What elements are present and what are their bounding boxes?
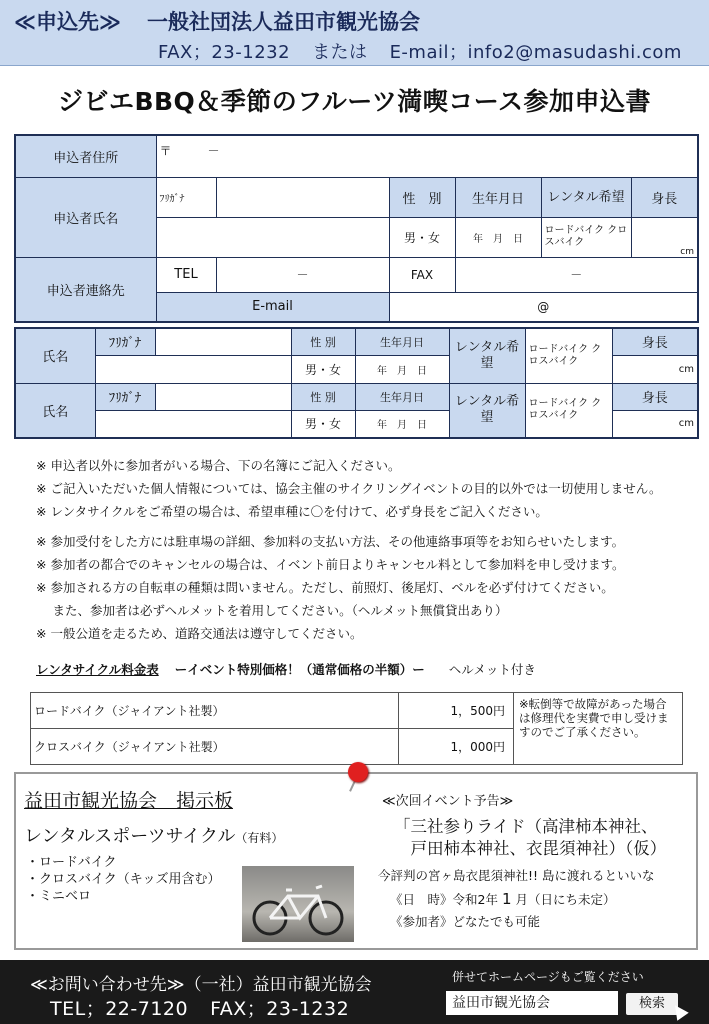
next-event-participants: 《参加者》どなたでも可能 bbox=[390, 914, 541, 929]
address-field[interactable]: 〒 － bbox=[156, 135, 698, 177]
notes-list bbox=[36, 454, 696, 646]
participant2-height-field[interactable]: cm bbox=[612, 410, 698, 438]
list-item: ・クロスバイク（キッズ用含む） bbox=[26, 872, 221, 887]
participant1-furigana-field[interactable] bbox=[155, 328, 291, 355]
search-input[interactable]: 益田市観光協会 bbox=[446, 991, 618, 1015]
fee-row-price: 1，000円 bbox=[399, 729, 514, 765]
participant1-name-field[interactable] bbox=[95, 355, 291, 383]
board-items bbox=[26, 854, 220, 905]
participant2-height-label: 身長 bbox=[612, 383, 698, 410]
participant1-birth-label: 生年月日 bbox=[355, 328, 449, 355]
address-label: 申込者住所 bbox=[15, 135, 156, 177]
bulletin-board bbox=[14, 772, 698, 950]
bicycle-photo bbox=[242, 866, 354, 942]
fee-row-name: ロードバイク（ジャイアント社製） bbox=[31, 693, 399, 729]
participant1-gender-label: 性 別 bbox=[291, 328, 355, 355]
note-item: また、参加者は必ずヘルメットを着用してください。（ヘルメット無償貸出あり） bbox=[36, 603, 508, 619]
participant1-name-label: 氏名 bbox=[15, 328, 95, 383]
participant2-gender-label: 性 別 bbox=[291, 383, 355, 410]
note-item: ※ 一般公道を走るため、道路交通法は遵守してください。 bbox=[36, 626, 363, 642]
note-item: ※ 参加受付をした方には駐車場の詳細、参加料の支払い方法、その他連絡事項等をお知らせいたします。 bbox=[36, 533, 625, 549]
fee-title: レンタサイクル料金表 bbox=[36, 662, 159, 677]
footer-phones bbox=[50, 994, 371, 1021]
rental-label: レンタル希望 bbox=[541, 177, 631, 217]
birth-field[interactable]: 年 月 日 bbox=[455, 217, 541, 257]
gender-field[interactable]: 男・女 bbox=[389, 217, 455, 257]
fee-row-name: クロスバイク（ジャイアント社製） bbox=[31, 729, 399, 765]
participant1-birth-field[interactable]: 年 月 日 bbox=[355, 355, 449, 383]
fax-field[interactable]: － bbox=[455, 257, 698, 292]
board-paid: （有料） bbox=[235, 831, 284, 845]
next-event-title: 「三社参りライド（高津柿本神社、 戸田柿本神社、衣毘須神社）（仮） bbox=[394, 817, 667, 858]
footer bbox=[0, 960, 709, 1024]
participant2-name-field[interactable] bbox=[95, 410, 291, 438]
rental-options[interactable]: ロードバイク クロスバイク bbox=[541, 217, 631, 257]
participant2-rental-label: レンタル希望 bbox=[449, 383, 525, 438]
participant1-height-field[interactable]: cm bbox=[612, 355, 698, 383]
participant1-furigana-label: ﾌﾘｶﾞﾅ bbox=[95, 328, 155, 355]
note-item: ※ 参加される方の自転車の種類は問いません。ただし、前照灯、後尾灯、ベルを必ず付けてください。 bbox=[36, 580, 614, 596]
participant2-birth-label: 生年月日 bbox=[355, 383, 449, 410]
footer-fax: FAX；23-1232 bbox=[210, 998, 350, 1020]
participant2-gender-field[interactable]: 男・女 bbox=[291, 410, 355, 438]
fee-special: ーイベント特別価格！（通常価格の半額）ー bbox=[174, 662, 425, 677]
email-label: E-mail bbox=[156, 292, 389, 322]
header-or: または bbox=[312, 42, 368, 63]
fax-label: FAX bbox=[389, 257, 455, 292]
applicant-name-field[interactable] bbox=[156, 217, 389, 257]
participant2-name-label: 氏名 bbox=[15, 383, 95, 438]
header-line1 bbox=[14, 6, 420, 36]
footer-contact: ≪お問い合わせ先≫（一社）益田市観光協会 bbox=[30, 975, 372, 995]
next-event-desc: 今評判の宮ヶ島衣毘須神社!! 島に渡れるといいな bbox=[378, 868, 655, 883]
participant1-height-label: 身長 bbox=[612, 328, 698, 355]
board-subtitle: レンタルスポーツサイクル（有料） bbox=[24, 826, 284, 847]
fee-note: ※転倒等で故障があった場合は修理代を実費で申し受けますのでご了承ください。 bbox=[514, 693, 683, 765]
note-item: ※ ご記入いただいた個人情報については、協会主催のサイクリングイベントの目的以外では一切使用しません。 bbox=[36, 481, 662, 497]
gender-label: 性 別 bbox=[389, 177, 455, 217]
note-item: ※ 申込者以外に参加者がいる場合、下の名簿にご記入ください。 bbox=[36, 458, 401, 473]
header-label: ≪申込先≫ bbox=[14, 10, 121, 34]
list-item: ・ロードバイク bbox=[26, 855, 117, 870]
participant2-furigana-field[interactable] bbox=[155, 383, 291, 410]
page-title: ジビエBBQ＆季節のフルーツ満喫コース参加申込書 bbox=[57, 87, 652, 116]
height-field[interactable]: cm bbox=[631, 217, 698, 257]
participant2-furigana-label: ﾌﾘｶﾞﾅ bbox=[95, 383, 155, 410]
fee-heading bbox=[36, 660, 536, 678]
header-line2 bbox=[158, 38, 704, 64]
push-pin-icon bbox=[348, 762, 368, 782]
next-event-heading: ≪次回イベント予告≫ bbox=[382, 794, 514, 809]
fee-table bbox=[30, 692, 683, 765]
bicycle-icon bbox=[242, 866, 354, 942]
furigana-field[interactable] bbox=[216, 177, 389, 217]
list-item: ・ミニベロ bbox=[26, 889, 92, 904]
tel-label: TEL bbox=[156, 257, 216, 292]
note-item: ※ 参加者の都合でのキャンセルの場合は、イベント前日よりキャンセル料として参加料を申し受けます。 bbox=[36, 556, 625, 572]
applicant-name-label: 申込者氏名 bbox=[15, 177, 156, 257]
next-event-date: 《日 時》令和2年 1 月（日にち未定） bbox=[390, 890, 616, 908]
note-item: ※ レンタサイクルをご希望の場合は、希望車種に〇を付けて、必ず身長をご記入ください。 bbox=[36, 504, 548, 520]
search-button[interactable]: 検索 bbox=[626, 993, 678, 1015]
contact-label: 申込者連絡先 bbox=[15, 257, 156, 322]
header-org: 一般社団法人益田市観光協会 bbox=[146, 10, 420, 34]
footer-tel: TEL；22-7120 bbox=[50, 998, 189, 1020]
height-label: 身長 bbox=[631, 177, 698, 217]
header-email: E-mail；info2@masudashi.com bbox=[389, 42, 682, 63]
participant1-rental-label: レンタル希望 bbox=[449, 328, 525, 383]
fee-helmet: ヘルメット付き bbox=[448, 662, 536, 677]
applicant-table bbox=[14, 134, 699, 323]
board-title: 益田市観光協会 掲示板 bbox=[24, 790, 234, 812]
furigana-label: ﾌﾘｶﾞﾅ bbox=[156, 177, 216, 217]
header-banner bbox=[0, 0, 709, 66]
fee-row-price: 1，500円 bbox=[399, 693, 514, 729]
birth-label: 生年月日 bbox=[455, 177, 541, 217]
header-fax: FAX；23-1232 bbox=[158, 42, 291, 63]
participant2-rental-options[interactable]: ロードバイク クロスバイク bbox=[525, 383, 612, 438]
email-field[interactable]: @ bbox=[389, 292, 698, 322]
participant2-birth-field[interactable]: 年 月 日 bbox=[355, 410, 449, 438]
footer-homepage-text: 併せてホームページもご覧ください bbox=[452, 970, 644, 984]
participant-table bbox=[14, 327, 699, 439]
tel-field[interactable]: － bbox=[216, 257, 389, 292]
participant1-rental-options[interactable]: ロードバイク クロスバイク bbox=[525, 328, 612, 383]
participant1-gender-field[interactable]: 男・女 bbox=[291, 355, 355, 383]
